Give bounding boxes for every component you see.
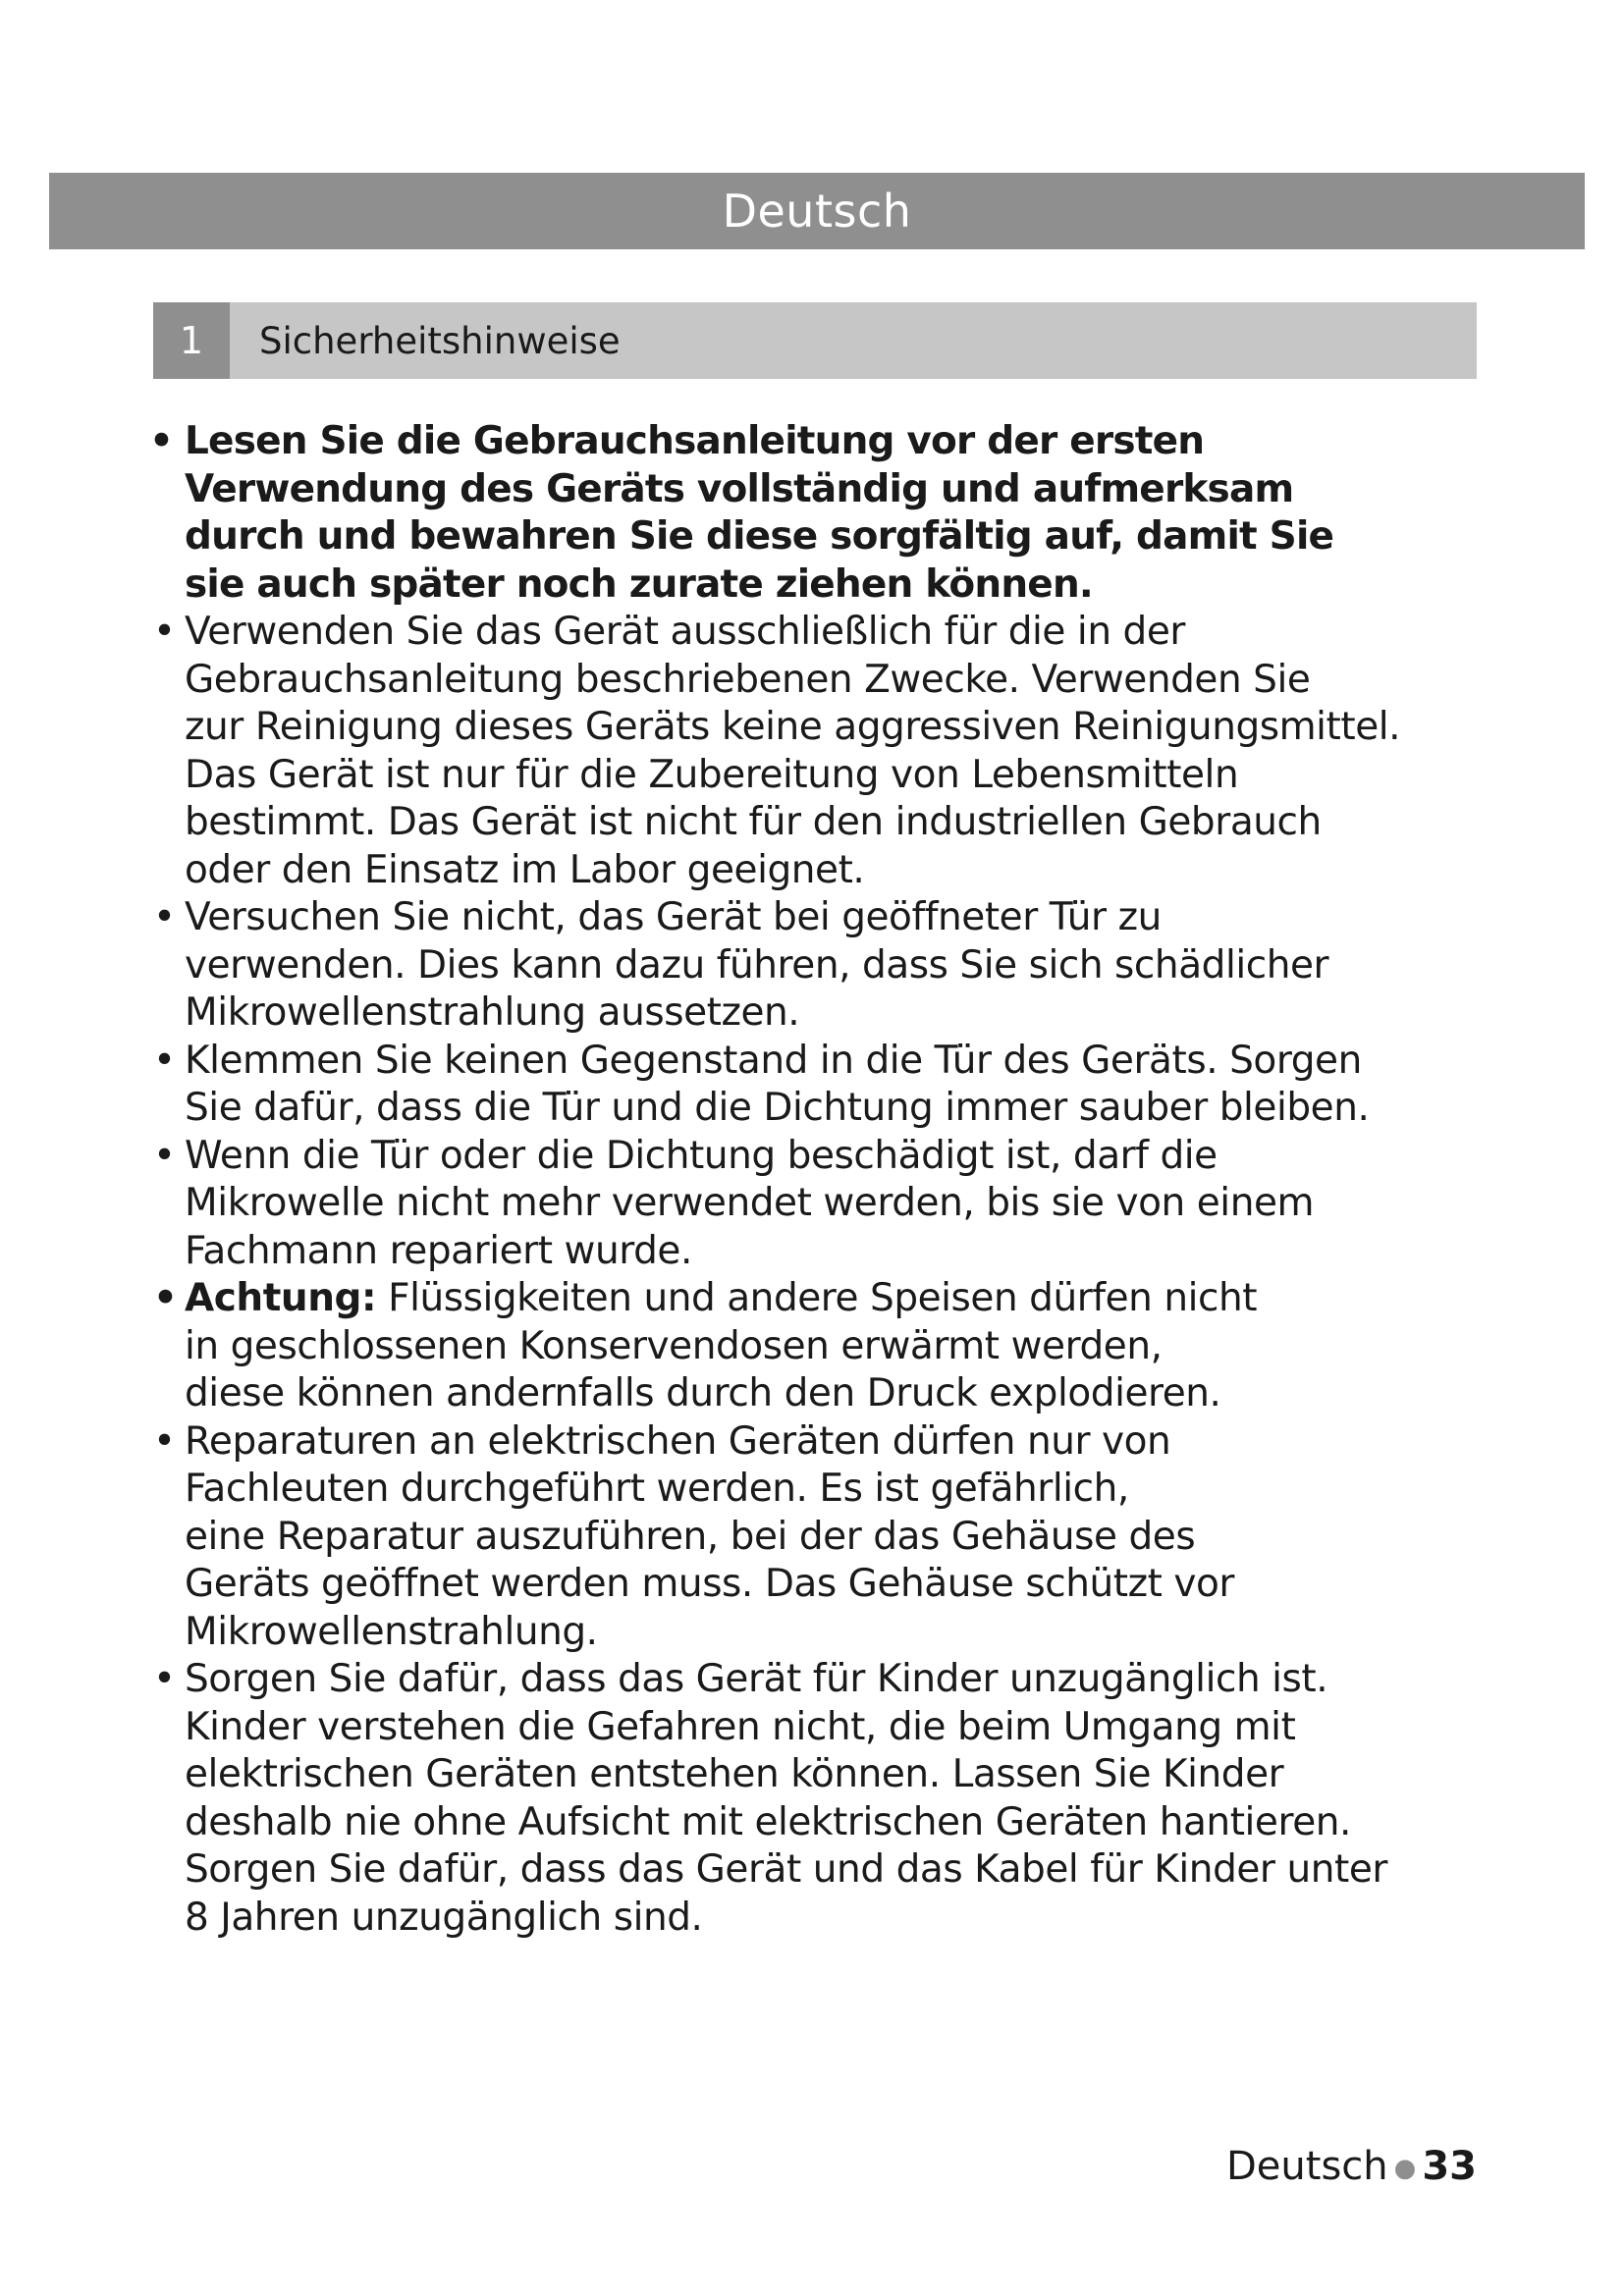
item-line: Sie dafür, dass die Tür und die Dichtung immer sauber bleiben. xyxy=(185,1086,1370,1130)
item-line: Klemmen Sie keinen Gegenstand in die Tür des Geräts. Sorgen xyxy=(185,1038,1362,1083)
bullet-icon: • xyxy=(149,419,174,463)
bullet-icon: • xyxy=(153,895,176,939)
item-line: Lesen Sie die Gebrauchsanleitung vor der ersten xyxy=(185,419,1205,463)
list-item xyxy=(149,418,1494,609)
item-line: oder den Einsatz im Labor geeignet. xyxy=(185,847,865,892)
item-line: Reparaturen an elektrischen Geräten dürfen nur von xyxy=(185,1418,1171,1464)
item-line: eine Reparatur auszuführen, bei der das Gehäuse des xyxy=(185,1514,1196,1559)
page-footer xyxy=(1226,2144,1477,2189)
item-line: bestimmt. Das Gerät ist nicht für den industriellen Gebrauch xyxy=(185,800,1322,844)
item-line: Mikrowellenstrahlung aussetzen. xyxy=(185,990,800,1035)
item-line: Wenn die Tür oder die Dichtung beschädigt ist, darf die xyxy=(185,1133,1218,1178)
footer-language: Deutsch xyxy=(1226,2144,1388,2189)
section-number: 1 xyxy=(153,302,230,379)
list-item xyxy=(149,1418,1494,1657)
list-item xyxy=(149,1038,1494,1133)
item-line: Gebrauchsanleitung beschriebenen Zwecke. Verwenden Sie xyxy=(185,657,1311,702)
list-item xyxy=(149,1275,1494,1418)
section-title: Sicherheitshinweise xyxy=(259,319,621,362)
item-line: verwenden. Dies kann dazu führen, dass Sie sich schädlicher xyxy=(185,942,1329,988)
item-line: Fachmann repariert wurde. xyxy=(185,1228,692,1273)
list-item xyxy=(149,1133,1494,1276)
item-line: Kinder verstehen die Gefahren nicht, die beim Umgang mit xyxy=(185,1704,1296,1749)
item-line: deshalb nie ohne Aufsicht mit elektrischen Geräten hantieren. xyxy=(185,1799,1351,1844)
item-line: Mikrowellenstrahlung. xyxy=(185,1609,598,1654)
item-line: sie auch später noch zurate ziehen können. xyxy=(185,561,1093,607)
bullet-icon: • xyxy=(153,1657,176,1701)
language-banner xyxy=(49,173,1585,249)
item-text: Flüssigkeiten und andere Speisen dürfen nicht xyxy=(376,1276,1258,1320)
item-line xyxy=(185,1275,1494,1323)
bullet-icon: • xyxy=(153,1276,178,1320)
bullet-icon: • xyxy=(153,610,176,654)
item-line: Geräts geöffnet werden muss. Das Gehäuse schützt vor xyxy=(185,1562,1234,1606)
item-line: Fachleuten durchgeführt werden. Es ist gefährlich, xyxy=(185,1467,1129,1511)
item-line: Mikrowelle nicht mehr verwendet werden, bis sie von einem xyxy=(185,1181,1315,1225)
item-line: Das Gerät ist nur für die Zubereitung von Lebensmitteln xyxy=(185,752,1239,797)
safety-list xyxy=(149,418,1494,1942)
item-line: Sorgen Sie dafür, dass das Gerät und das Kabel für Kinder unter xyxy=(185,1847,1387,1892)
item-line: durch und bewahren Sie diese sorgfältig auf, damit Sie xyxy=(185,514,1334,559)
bullet-icon: • xyxy=(153,1418,176,1464)
separator-dot-icon: ● xyxy=(1393,2154,1417,2183)
item-line: Verwenden Sie das Gerät ausschließlich für die in der xyxy=(185,610,1185,654)
list-item xyxy=(149,894,1494,1038)
item-line: zur Reinigung dieses Geräts keine aggressiven Reinigungsmittel. xyxy=(185,705,1401,749)
list-item xyxy=(149,1656,1494,1942)
item-line: 8 Jahren unzugänglich sind. xyxy=(185,1895,703,1940)
language-title: Deutsch xyxy=(722,185,912,238)
item-line: Sorgen Sie dafür, dass das Gerät für Kinder unzugänglich ist. xyxy=(185,1657,1328,1701)
list-item xyxy=(149,609,1494,894)
item-line: elektrischen Geräten entstehen können. Lassen Sie Kinder xyxy=(185,1752,1284,1796)
item-line: Versuchen Sie nicht, das Gerät bei geöffneter Tür zu xyxy=(185,895,1162,939)
warning-label: Achtung: xyxy=(185,1276,377,1320)
bullet-icon: • xyxy=(153,1133,176,1178)
item-line: diese können andernfalls durch den Druck explodieren. xyxy=(185,1371,1221,1415)
bullet-icon: • xyxy=(153,1038,176,1083)
item-line: in geschlossenen Konservendosen erwärmt werden, xyxy=(185,1323,1163,1368)
page-number: 33 xyxy=(1422,2144,1477,2189)
item-line: Verwendung des Geräts vollständig und aufmerksam xyxy=(185,466,1294,511)
section-header xyxy=(153,302,1477,379)
